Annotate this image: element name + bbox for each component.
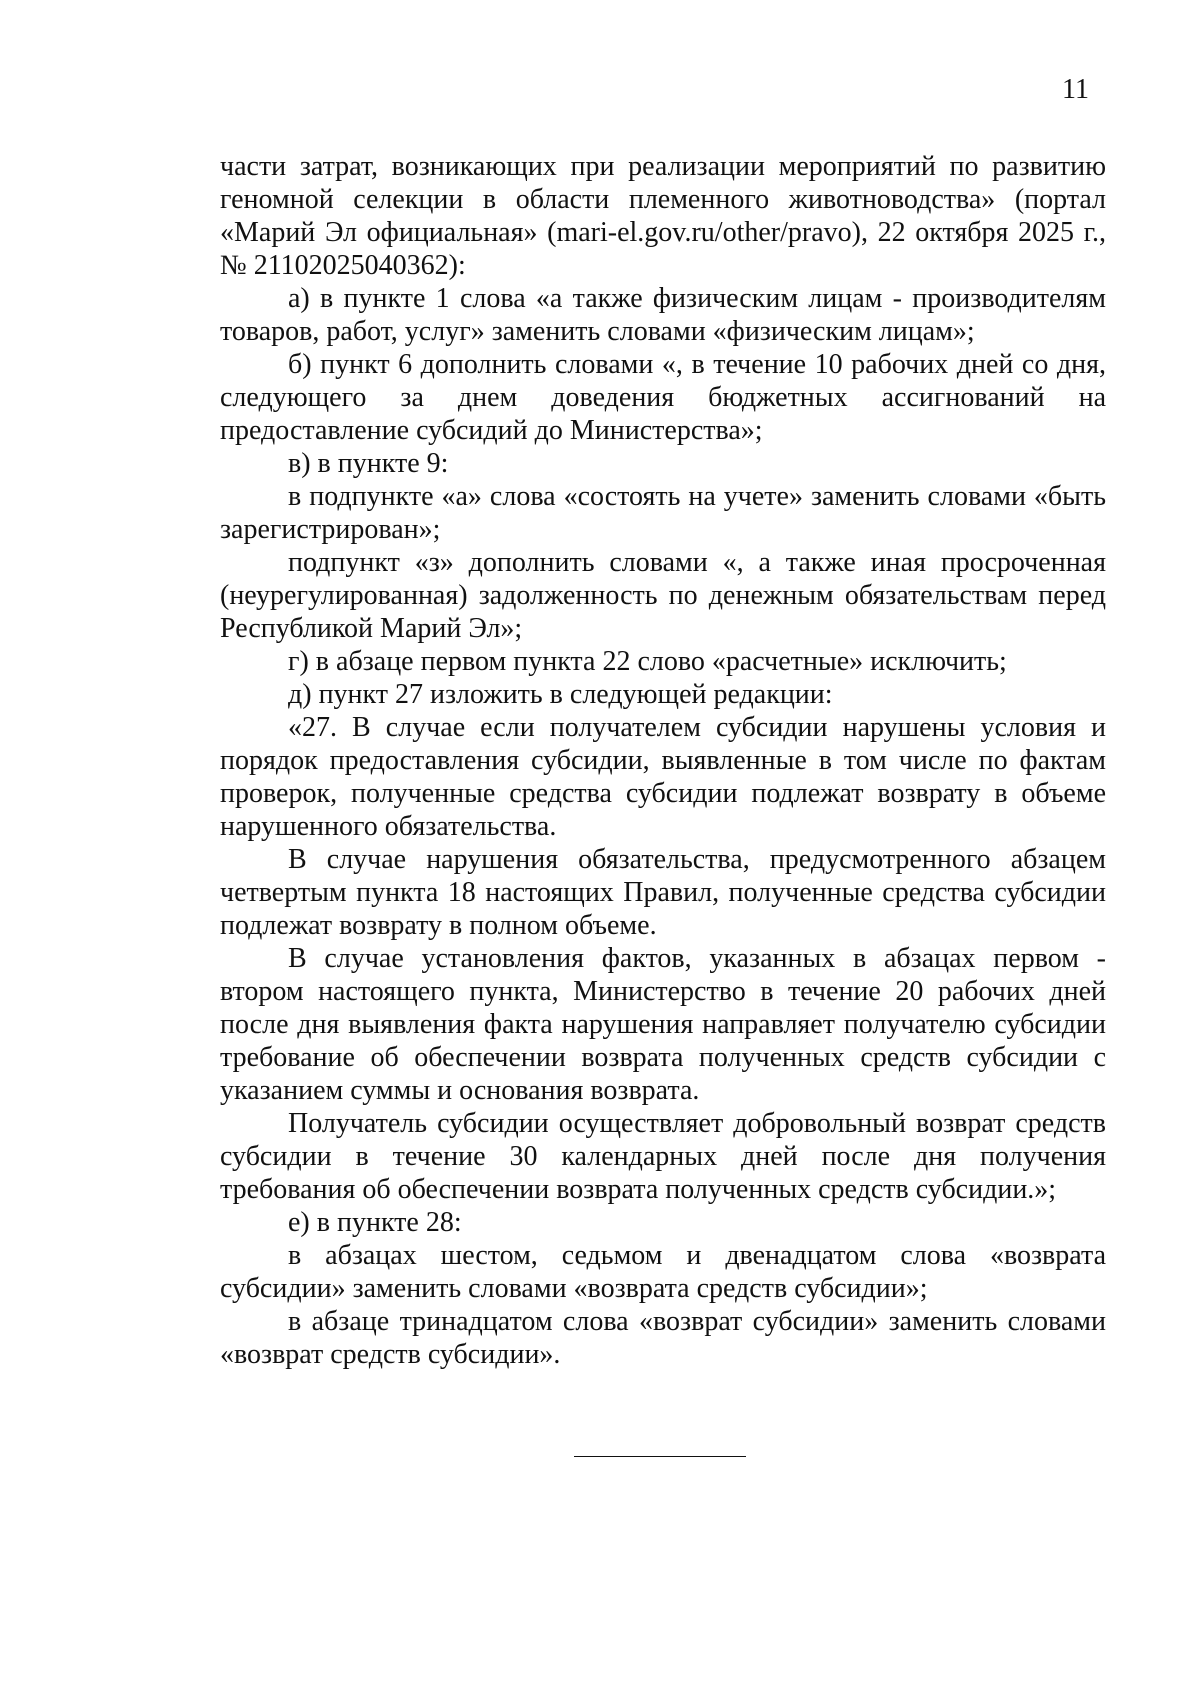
paragraph-item-a: а) в пункте 1 слова «а также физическим лицам - производителям товаров, работ, услуг» заменить словами «физическим лицам»;	[220, 283, 1106, 347]
page-number: 11	[1062, 74, 1089, 105]
paragraph-clause-27-facts: В случае установления фактов, указанных в абзацах первом - втором настоящего пункта, Министерство в течение 20 рабочих дней после дня выявления факта нарушения направляет получателю субсидии требование об обеспечении возврата полученных средств субсидии с указанием суммы и основания возврата.	[220, 943, 1106, 1106]
paragraph-subitem-z: подпункт «з» дополнить словами «, а также иная просроченная (неурегулированная) задолженность по денежным обязательствам перед Республикой Марий Эл»;	[220, 547, 1106, 644]
paragraph-clause-27-voluntary-return: Получатель субсидии осуществляет добровольный возврат средств субсидии в течение 30 календарных дней после дня получения требования об обеспечении возврата полученных средств субсидии.»;	[220, 1108, 1106, 1205]
paragraph-item-g: г) в абзаце первом пункта 22 слово «расчетные» исключить;	[288, 646, 1007, 677]
paragraph-item-e: е) в пункте 28:	[288, 1207, 462, 1238]
paragraph-continuation: части затрат, возникающих при реализации мероприятий по развитию геномной селекции в области племенного животноводства» (портал «Марий Эл официальная» (mari-el.gov.ru/other/pravo), 22 октября 2025 г., № 21102025040362):	[220, 151, 1106, 281]
document-body	[220, 150, 1106, 1371]
paragraph-abzats-13: в абзаце тринадцатом слова «возврат субсидии» заменить словами «возврат средств субсидии».	[220, 1306, 1106, 1370]
paragraph-clause-27-intro: «27. В случае если получателем субсидии нарушены условия и порядок предоставления субсидии, выявленные в том числе по фактам проверок, полученные средства субсидии подлежат возврату в объеме нарушенного обязательства.	[220, 712, 1106, 842]
paragraph-abzatsy-6-7-12: в абзацах шестом, седьмом и двенадцатом слова «возврата субсидии» заменить словами «возврата средств субсидии»;	[220, 1240, 1106, 1304]
paragraph-subitem-a: в подпункте «а» слова «состоять на учете» заменить словами «быть зарегистрирован»;	[220, 481, 1106, 545]
paragraph-clause-27-violation: В случае нарушения обязательства, предусмотренного абзацем четвертым пункта 18 настоящих Правил, полученные средства субсидии подлежат возврату в полном объеме.	[220, 844, 1106, 941]
paragraph-item-b: б) пункт 6 дополнить словами «, в течение 10 рабочих дней со дня, следующего за днем доведения бюджетных ассигнований на предоставление субсидий до Министерства»;	[220, 349, 1106, 446]
paragraph-item-d: д) пункт 27 изложить в следующей редакции:	[288, 679, 833, 710]
end-of-document-rule	[574, 1456, 746, 1457]
paragraph-item-v: в) в пункте 9:	[288, 448, 449, 479]
